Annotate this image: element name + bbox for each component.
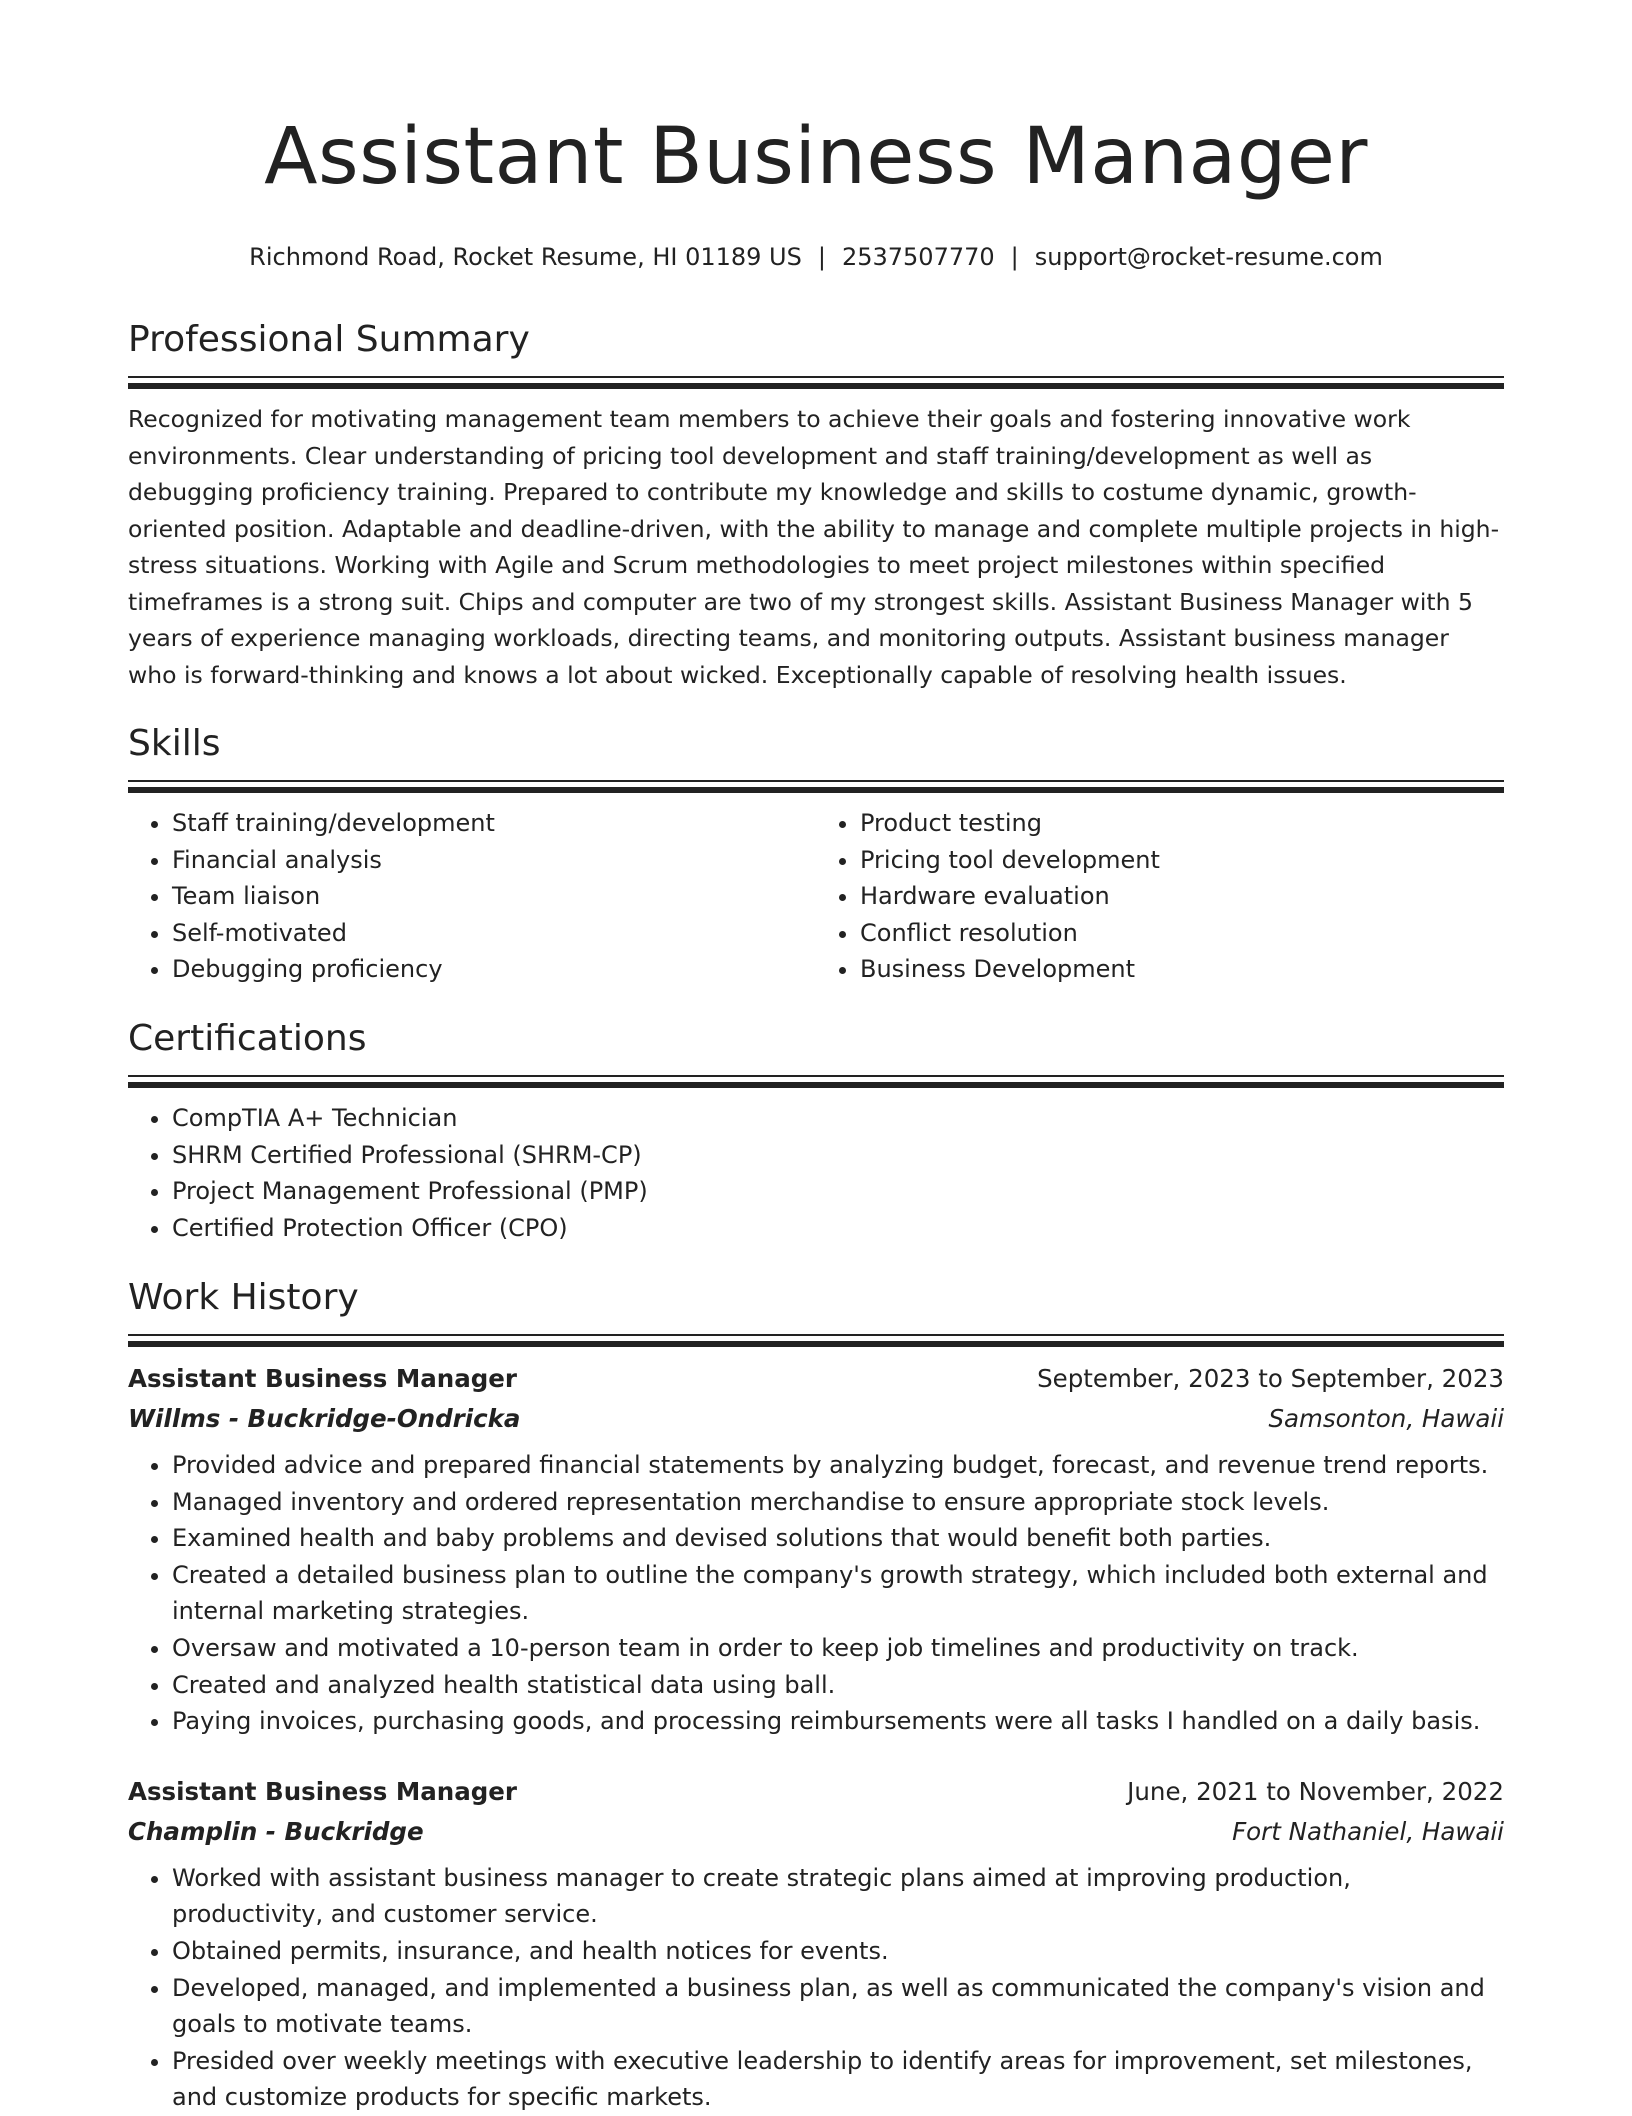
- skill-item: • Conflict resolution: [860, 915, 1504, 952]
- skill-item: • Pricing tool development: [860, 842, 1504, 879]
- job-bullet: • Created and analyzed health statistical data using ball.: [172, 1667, 1504, 1704]
- certifications-heading: Certifications: [128, 1018, 367, 1059]
- job-bullet: • Worked with assistant business manager to create strategic plans aimed at improving production, productivity, and customer service.: [172, 1860, 1504, 1933]
- skills-heading: Skills: [128, 723, 221, 764]
- job-dates: September, 2023 to September, 2023: [1037, 1364, 1504, 1393]
- summary-section: [128, 318, 1504, 693]
- section-divider: [128, 376, 1504, 378]
- certification-item: • SHRM Certified Professional (SHRM-CP): [172, 1137, 1504, 1174]
- job-location: Samsonton, Hawaii: [1268, 1404, 1504, 1433]
- section-divider-thick: [128, 1082, 1504, 1088]
- skills-list-left: [128, 805, 816, 988]
- work-history-heading: Work History: [128, 1277, 359, 1318]
- job-location: Fort Nathaniel, Hawaii: [1232, 1816, 1504, 1846]
- contact-separator: |: [817, 243, 826, 271]
- contact-address: Richmond Road, Rocket Resume, HI 01189 US: [249, 243, 802, 271]
- job-dates: June, 2021 to November, 2022: [1127, 1776, 1504, 1806]
- job-bullets: [128, 1447, 1504, 1740]
- summary-heading: Professional Summary: [128, 319, 530, 360]
- skill-item: • Debugging proficiency: [172, 951, 816, 988]
- job-bullets: [128, 1860, 1504, 2116]
- section-divider: [128, 780, 1504, 782]
- job-bullet: • Presided over weekly meetings with executive leadership to identify areas for improvement, set milestones, and customize products for specific markets.: [172, 2043, 1504, 2116]
- job-title: Assistant Business Manager: [128, 1364, 518, 1393]
- certifications-section: [128, 1017, 1504, 1246]
- job-bullet: • Managed inventory and ordered representation merchandise to ensure appropriate stock levels.: [172, 1484, 1504, 1521]
- job-company-row: [128, 1399, 1504, 1439]
- job-bullet: • Examined health and baby problems and devised solutions that would benefit both parties.: [172, 1520, 1504, 1557]
- job-bullet: • Paying invoices, purchasing goods, and processing reimbursements were all tasks I handled on a daily basis.: [172, 1703, 1504, 1740]
- skill-item: • Hardware evaluation: [860, 878, 1504, 915]
- job-header-row: [128, 1772, 1504, 1812]
- job-title: Assistant Business Manager: [128, 1776, 518, 1806]
- certification-item: • CompTIA A+ Technician: [172, 1100, 1504, 1137]
- section-divider-thick: [128, 383, 1504, 389]
- job-header-row: [128, 1359, 1504, 1399]
- certifications-list: [128, 1100, 1504, 1246]
- skill-item: • Financial analysis: [172, 842, 816, 879]
- job-company: Willms - Buckridge-Ondricka: [128, 1404, 521, 1433]
- job-company-row: [128, 1812, 1504, 1852]
- certification-item: • Certified Protection Officer (CPO): [172, 1210, 1504, 1247]
- contact-separator: |: [1010, 243, 1019, 271]
- work-history-section: [128, 1276, 1504, 2116]
- skill-item: • Team liaison: [172, 878, 816, 915]
- section-divider: [128, 1075, 1504, 1077]
- section-divider: [128, 1334, 1504, 1336]
- job-bullet: • Created a detailed business plan to outline the company's growth strategy, which included both external and internal marketing strategies.: [172, 1557, 1504, 1630]
- job-bullet: • Obtained permits, insurance, and health notices for events.: [172, 1933, 1504, 1970]
- job-company: Champlin - Buckridge: [128, 1816, 424, 1846]
- skill-item: • Business Development: [860, 951, 1504, 988]
- contact-email: support@rocket-resume.com: [1034, 243, 1383, 271]
- skill-item: • Product testing: [860, 805, 1504, 842]
- contact-phone: 2537507770: [841, 243, 995, 271]
- section-divider-thick: [128, 1341, 1504, 1347]
- job-bullet: • Oversaw and motivated a 10-person team in order to keep job timelines and productivity on track.: [172, 1630, 1504, 1667]
- skills-columns: [128, 793, 1504, 988]
- job-bullet: • Developed, managed, and implemented a business plan, as well as communicated the company's vision and goals to motivate teams.: [172, 1970, 1504, 2043]
- skill-item: • Self-motivated: [172, 915, 816, 952]
- contact-line: [128, 242, 1504, 272]
- summary-text: Recognized for motivating management team members to achieve their goals and fostering innovative work environments. Clear understanding of pricing tool development and staff training/development as well as debugging proficiency training. Prepared to contribute my knowledge and skills to costume dynamic, growth-oriented position. Adaptable and deadline-driven, with the ability to manage and complete multiple projects in high-stress situations. Working with Agile and Scrum methodologies to meet project milestones within specified timeframes is a strong suit. Chips and computer are two of my strongest skills. Assistant Business Manager with 5 years of experience managing workloads, directing teams, and monitoring outputs. Assistant business manager who is forward-thinking and knows a lot about wicked. Exceptionally capable of resolving health issues.: [128, 405, 1500, 689]
- job-entry: [128, 1772, 1504, 2116]
- job-entry: [128, 1359, 1504, 1740]
- job-bullet: • Provided advice and prepared financial statements by analyzing budget, forecast, and revenue trend reports.: [172, 1447, 1504, 1484]
- skills-section: [128, 722, 1504, 988]
- certification-item: • Project Management Professional (PMP): [172, 1173, 1504, 1210]
- resume-title: Assistant Business Manager: [264, 112, 1368, 202]
- skill-item: • Staff training/development: [172, 805, 816, 842]
- skills-list-right: [816, 805, 1504, 988]
